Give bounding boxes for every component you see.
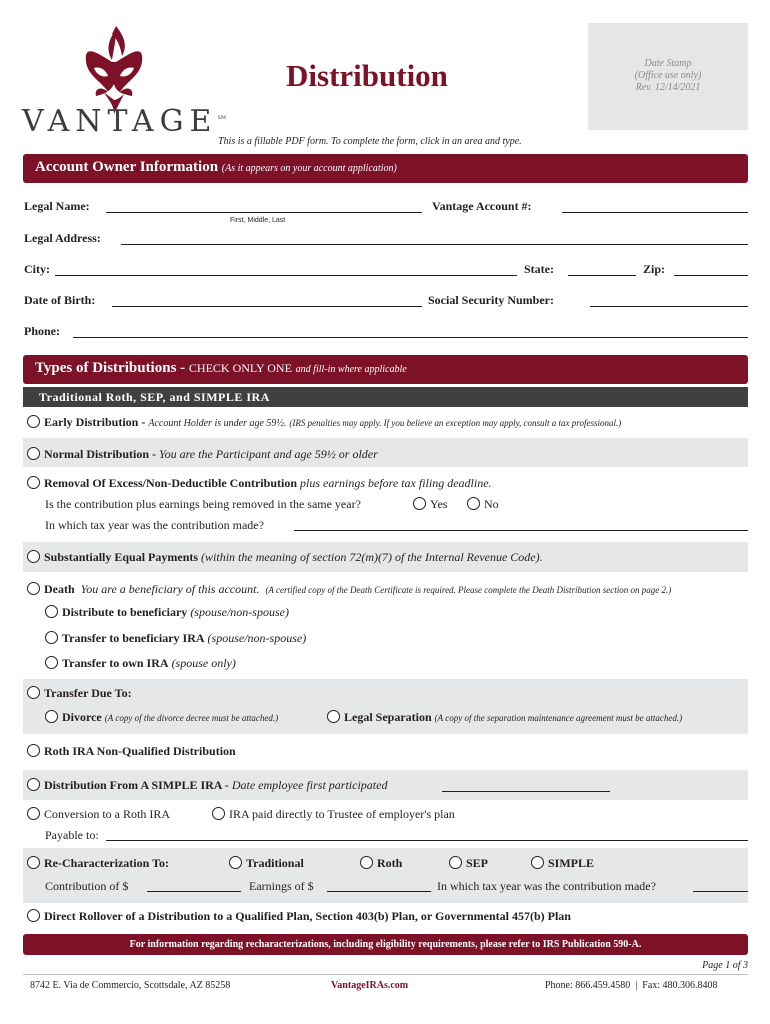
removal-tax-year-field[interactable] (294, 530, 748, 531)
divorce-radio[interactable] (45, 710, 58, 723)
conversion-roth-option[interactable]: Conversion to a Roth IRA (27, 807, 170, 822)
roth-nonqualified-radio[interactable] (27, 744, 40, 757)
rechar-traditional-option[interactable]: Traditional (229, 856, 304, 871)
simple-ira-option[interactable]: Distribution From A SIMPLE IRA - Date employee first participated (27, 778, 387, 793)
ira-paid-trustee-option[interactable]: IRA paid directly to Trustee of employer's plan (212, 807, 455, 822)
footer-address: 8742 E. Via de Commercio, Scottsdale, AZ 85258 (30, 980, 231, 991)
transfer-beneficiary-ira-option[interactable]: Transfer to beneficiary IRA (spouse/non-spouse) (45, 631, 306, 646)
roth-radio[interactable] (360, 856, 373, 869)
city-label: City: (24, 262, 50, 276)
ssn-field[interactable] (590, 306, 748, 307)
legal-address-field[interactable] (121, 244, 748, 245)
state-field[interactable] (568, 275, 636, 276)
substantially-equal-radio[interactable] (27, 550, 40, 563)
removal-excess-radio[interactable] (27, 476, 40, 489)
dob-field[interactable] (112, 306, 422, 307)
earnings-of-label: Earnings of $ (249, 879, 314, 893)
payable-to-field[interactable] (106, 840, 748, 841)
removal-excess-option[interactable]: Removal Of Excess/Non-Deductible Contribution plus earnings before tax filing deadline. (27, 476, 492, 491)
sep-radio[interactable] (449, 856, 462, 869)
removal-yes-option[interactable]: Yes (413, 497, 447, 512)
trademark-mark: SM (217, 115, 226, 121)
normal-distribution-option[interactable]: Normal Distribution - You are the Participant and age 59½ or older (27, 447, 378, 462)
removal-no-option[interactable]: No (467, 497, 499, 512)
transfer-own-ira-option[interactable]: Transfer to own IRA (spouse only) (45, 656, 236, 671)
transfer-beneficiary-radio[interactable] (45, 631, 58, 644)
zip-field[interactable] (674, 275, 748, 276)
vantage-account-label: Vantage Account #: (432, 199, 532, 213)
distribute-beneficiary-radio[interactable] (45, 605, 58, 618)
simple-ira-radio[interactable] (27, 778, 40, 791)
early-distribution-option[interactable]: Early Distribution - Account Holder is under age 59½. (IRS penalties may apply. If you believe an exception may apply, consult a tax professional.) (27, 415, 621, 430)
traditional-radio[interactable] (229, 856, 242, 869)
footer-website-link[interactable]: VantageIRAs.com (331, 980, 409, 991)
removal-tax-year-question: In which tax year was the contribution made? (45, 518, 264, 532)
rechar-sep-option[interactable]: SEP (449, 856, 488, 871)
phone-field[interactable] (73, 337, 748, 338)
payable-to-label: Payable to: (45, 828, 99, 842)
direct-rollover-radio[interactable] (27, 909, 40, 922)
earnings-amount-field[interactable] (327, 891, 431, 892)
roth-nonqualified-option[interactable]: Roth IRA Non-Qualified Distribution (27, 744, 236, 759)
footer-divider (23, 974, 748, 975)
legal-address-label: Legal Address: (24, 231, 101, 245)
ira-types-subheader: Traditional Roth, SEP, and SIMPLE IRA (23, 387, 748, 407)
no-radio[interactable] (467, 497, 480, 510)
distribute-to-beneficiary-option[interactable]: Distribute to beneficiary (spouse/non-spouse) (45, 605, 289, 620)
ira-paid-trustee-radio[interactable] (212, 807, 225, 820)
footer-contact: Phone: 866.459.4580 | Fax: 480.306.8408 (545, 980, 718, 991)
phone-label: Phone: (24, 324, 60, 338)
legal-separation-option[interactable]: Legal Separation (A copy of the separation maintenance agreement must be attached.) (327, 710, 682, 725)
rechar-simple-option[interactable]: SIMPLE (531, 856, 594, 871)
page-title: Distribution (286, 58, 448, 93)
ssn-label: Social Security Number: (428, 293, 554, 307)
normal-distribution-radio[interactable] (27, 447, 40, 460)
conversion-roth-radio[interactable] (27, 807, 40, 820)
types-section-header: Types of Distributions - CHECK ONLY ONE and fill-in where applicable (23, 355, 748, 384)
rechar-tax-year-field[interactable] (693, 891, 748, 892)
rechar-roth-option[interactable]: Roth (360, 856, 402, 871)
zip-label: Zip: (643, 262, 666, 276)
simple-date-field[interactable] (442, 791, 610, 792)
publication-note-bar: For information regarding recharacterizations, including eligibility requirements, please refer to IRS Publication 590-A. (23, 934, 748, 955)
transfer-due-option[interactable]: Transfer Due To: (27, 686, 132, 701)
brand-wordmark: VANTAGE℠ (22, 104, 226, 139)
recharacterization-radio[interactable] (27, 856, 40, 869)
contribution-of-label: Contribution of $ (45, 879, 129, 893)
legal-separation-radio[interactable] (327, 710, 340, 723)
page-number: Page 1 of 3 (702, 960, 748, 971)
fillable-note: This is a fillable PDF form. To complete the form, click in an area and type. (218, 136, 522, 147)
transfer-own-radio[interactable] (45, 656, 58, 669)
contribution-amount-field[interactable] (147, 891, 241, 892)
city-field[interactable] (55, 275, 517, 276)
simple-radio[interactable] (531, 856, 544, 869)
transfer-due-radio[interactable] (27, 686, 40, 699)
direct-rollover-option[interactable]: Direct Rollover of a Distribution to a Qualified Plan, Section 403(b) Plan, or Governmental 457(b) Plan (27, 909, 571, 924)
account-owner-section-header: Account Owner Information (As it appears on your account application) (23, 154, 748, 183)
early-distribution-radio[interactable] (27, 415, 40, 428)
rechar-tax-year-question: In which tax year was the contribution made? (437, 879, 656, 893)
vantage-account-field[interactable] (562, 212, 748, 213)
divorce-option[interactable]: Divorce (A copy of the divorce decree must be attached.) (45, 710, 278, 725)
substantially-equal-option[interactable]: Substantially Equal Payments (within the meaning of section 72(m)(7) of the Internal Revenue Code). (27, 550, 543, 565)
state-label: State: (524, 262, 554, 276)
recharacterization-option[interactable]: Re-Characterization To: (27, 856, 169, 871)
legal-name-field[interactable] (106, 212, 422, 213)
transfer-due-row (23, 679, 748, 734)
legal-name-label: Legal Name: (24, 199, 90, 213)
legal-name-hint: First, Middle, Last (230, 217, 286, 224)
yes-radio[interactable] (413, 497, 426, 510)
death-option[interactable]: Death You are a beneficiary of this account. (A certified copy of the Death Certificate is required. Please complete the Death Distribution section on page 2.) (27, 582, 671, 597)
removal-same-year-question: Is the contribution plus earnings being removed in the same year? (45, 497, 361, 511)
date-stamp-text: Date Stamp (Office use only) Rev. 12/14/2021 (634, 58, 702, 93)
death-radio[interactable] (27, 582, 40, 595)
dob-label: Date of Birth: (24, 293, 96, 307)
